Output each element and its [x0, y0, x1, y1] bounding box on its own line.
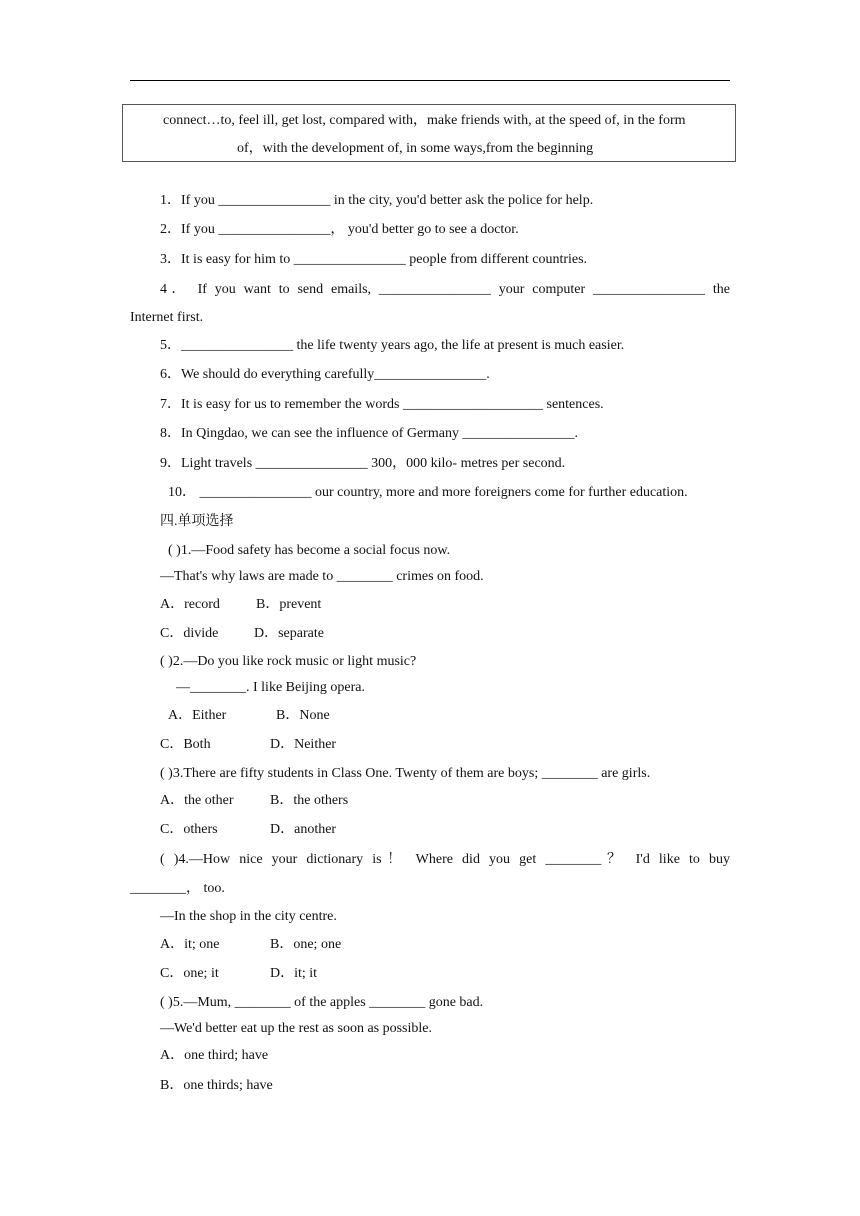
fill-question-4-cont: Internet first.: [130, 310, 204, 325]
mc-question-5-line2: —We'd better eat up the rest as soon as possible.: [160, 1021, 432, 1036]
phrase-box-line1: connect…to, feel ill, get lost, compared with，make friends with, at the speed of, in the form: [163, 113, 686, 128]
fill-question-1: 1．If you ________________ in the city, you'd better ask the police for help.: [160, 193, 594, 208]
phrase-box: [122, 104, 736, 162]
mc-question-3-option-a: A．the other: [160, 793, 234, 808]
fill-question-3: 3．It is easy for him to ________________ people from different countries.: [160, 252, 588, 267]
fill-question-4: 4． If you want to send emails, ________________ your computer ________________ the: [160, 282, 730, 297]
fill-question-10: 10． ________________ our country, more and more foreigners come for further education.: [168, 485, 688, 500]
mc-question-4-option-a: A．it; one: [160, 937, 220, 952]
mc-question-5-option-a: A．one third; have: [160, 1048, 269, 1063]
header-rule: [130, 80, 730, 81]
mc-question-3-stem: ( )3.There are fifty students in Class One. Twenty of them are boys; ________ are girls.: [160, 766, 651, 781]
mc-question-2-option-b: B．None: [276, 708, 330, 723]
mc-question-2-line2: —________. I like Beijing opera.: [176, 680, 365, 695]
fill-question-9: 9．Light travels ________________ 300，000 kilo- metres per second.: [160, 456, 566, 471]
mc-question-5-stem: ( )5.—Mum, ________ of the apples ________ gone bad.: [160, 995, 484, 1010]
section-heading: 四.单项选择: [160, 514, 234, 529]
phrase-box-line2: of，with the development of, in some ways,from the beginning: [237, 141, 594, 156]
mc-question-3-option-c: C．others: [160, 822, 218, 837]
mc-question-1-option-b: B．prevent: [256, 597, 322, 612]
mc-question-4-option-c: C．one; it: [160, 966, 219, 981]
mc-question-4-option-d: D．it; it: [270, 966, 318, 981]
mc-question-2-option-a: A．Either: [168, 708, 227, 723]
mc-question-4-option-b: B．one; one: [270, 937, 342, 952]
fill-question-8: 8．In Qingdao, we can see the influence of Germany ________________.: [160, 426, 578, 441]
mc-question-4-line3: —In the shop in the city centre.: [160, 909, 337, 924]
mc-question-1-option-a: A．record: [160, 597, 220, 612]
mc-question-1-line2: —That's why laws are made to ________ crimes on food.: [160, 569, 484, 584]
fill-question-7: 7．It is easy for us to remember the words ____________________ sentences.: [160, 397, 604, 412]
mc-question-1-option-c: C．divide: [160, 626, 219, 641]
mc-question-3-option-b: B．the others: [270, 793, 349, 808]
fill-question-5: 5．________________ the life twenty years ago, the life at present is much easier.: [160, 338, 625, 353]
fill-question-6: 6．We should do everything carefully________________.: [160, 367, 490, 382]
mc-question-1-stem: ( )1.—Food safety has become a social focus now.: [168, 543, 451, 558]
mc-question-3-option-d: D．another: [270, 822, 337, 837]
mc-question-5-option-b: B．one thirds; have: [160, 1078, 273, 1093]
mc-question-4-stem: ( )4.—How nice your dictionary is！ Where did you get ________？ I'd like to buy: [160, 852, 730, 867]
mc-question-1-option-d: D．separate: [254, 626, 324, 641]
mc-question-2-option-c: C．Both: [160, 737, 211, 752]
fill-question-2: 2．If you ________________， you'd better go to see a doctor.: [160, 222, 519, 237]
mc-question-4-line2: ________， too.: [130, 881, 225, 896]
mc-question-2-option-d: D．Neither: [270, 737, 337, 752]
mc-question-2-stem: ( )2.—Do you like rock music or light music?: [160, 654, 417, 669]
